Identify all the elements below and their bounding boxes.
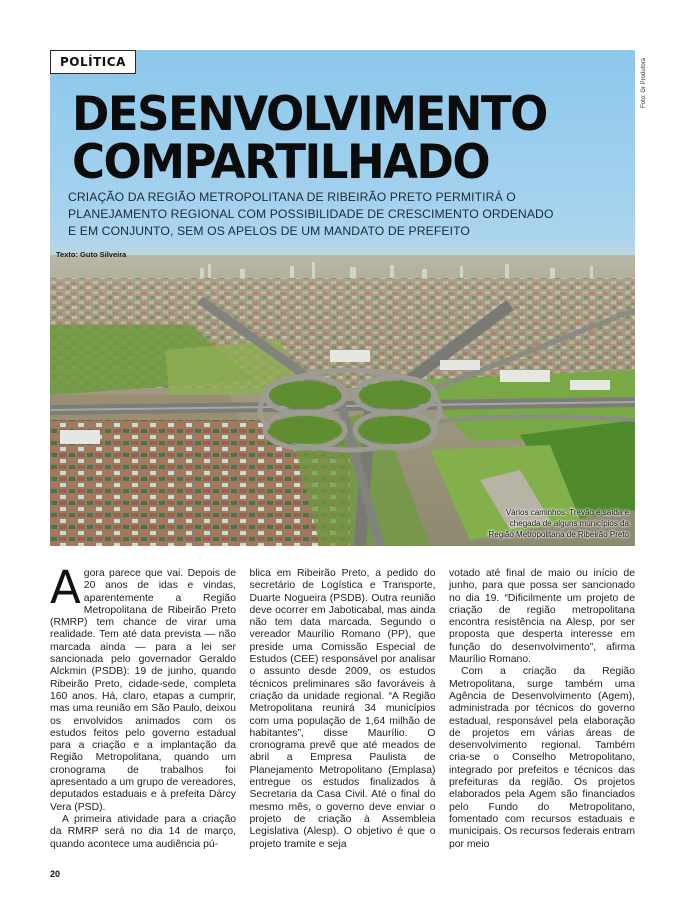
headline-line-1: DESENVOLVIMENTO	[72, 85, 547, 142]
paragraph: A primeira atividade para a criação da RMRP será no dia 14 de março, quando acontece uma audiência pú-	[50, 813, 236, 850]
hero-photo	[50, 50, 635, 546]
page-number: 20	[50, 869, 61, 879]
headline	[72, 85, 632, 190]
subhead: CRIAÇÃO DA REGIÃO METROPOLITANA DE RIBEIRÃO PRETO PERMITIRÁ O PLANEJAMENTO REGIONAL COM POSSIBILIDADE DE CRESCIMENTO ORDENADO E EM CONJUNTO, SEM OS APELOS DE UM MANDATO DE PREFEITO	[68, 190, 554, 238]
paragraph: Com a criação da Região Metropolitana, surge também uma Agência de Desenvolvimento (Agem), administrada por técnicos do governo estadual, responsável pela elaboração de projetos em várias áreas de desenvolvimento regional. Também cria-se o Conselho Metropolitano, integrado por prefeitos e técnicos das prefeituras da região. Os projetos elaborados pela Agem são financiados pelo Fundo do Metropolitano, fomentado com recursos estaduais e municipais. Os recursos federais entram por meio	[449, 666, 635, 850]
section-tag: POLÍTICA	[50, 50, 136, 74]
caption-line-1: Vários caminhos: Trevão é saída e	[505, 508, 629, 517]
paragraph-text: gora parece que vai. Depois de 20 anos de idas e vindas, aparentemente a Região Metropolitana de Ribeirão Preto (RMRP) tem chance de virar uma realidade. Tem até data prevista — não marcada ainda — para a lei ser sancionada pelo governador Geraldo Alckmin (PSDB): 19 de junho, quando Ribeirão Preto, cidade-sede, completa 160 anos. Há, claro, etapas a cumprir, mas uma reunião em São Paulo, deixou os envolvidos animados com os estudos feitos pelo governo estadual para a criação e a implantação da Região Metropolitana, quando um cronograma de trabalhos foi apresentado a um grupo de vereadores, deputados estaduais e à prefeita Dárcy Vera (PSD).	[50, 568, 236, 813]
caption-line-2: chegada de alguns municípios da	[509, 519, 629, 528]
paragraph: votado até final de maio ou início de junho, para que possa ser sancionado no dia 19. “Dificilmente um projeto de criação de região metropolitana encontra resistência na Alesp, por ser proposta que desperta interesse em função do desenvolvimento”, afirma Maurílio Romano.	[449, 568, 635, 666]
headline-line-2: COMPARTILHADO	[72, 134, 490, 190]
photo-credit-text: Foto: Gr Produtora	[641, 57, 647, 108]
photo-caption	[469, 507, 629, 540]
article-column-3	[449, 568, 635, 880]
article-column-2	[250, 568, 436, 880]
paragraph	[50, 568, 236, 814]
byline: Texto: Guto Silveira	[56, 250, 127, 259]
drop-cap: A	[50, 568, 81, 614]
caption-line-3: Região Metropolitana de Ribeirão Preto	[488, 530, 629, 539]
article-body	[50, 568, 635, 880]
paragraph: blica em Ribeirão Preto, a pedido do secretário de Logística e Transporte, Duarte Nogueira (PSDB). Outra reunião deve ocorrer em Jaboticabal, mas ainda não tem data marcada. Segundo o vereador Maurílio Romano (PP), que preside uma Comissão Especial de Estudos (CEE) responsável por analisar o assunto desde 2009, os estudos técnicos preliminares são favoráveis à criação da unidade regional. “A Região Metropolitana reunirá 34 municípios com uma população de 1,64 milhão de habitantes”, disse Maurílio. O cronograma prevê que até meados de abril a Empresa Paulista de Planejamento Metropolitano (Emplasa) entregue os estudos finalizados à Secretaria da Casa Civil. Até o final do mesmo mês, o governo deve enviar o projeto de criação à Assembleia Legislativa (Alesp). O objetivo é que o projeto tramite e seja	[249, 568, 436, 850]
photo-credit	[641, 52, 649, 112]
article-column-1	[50, 568, 236, 880]
